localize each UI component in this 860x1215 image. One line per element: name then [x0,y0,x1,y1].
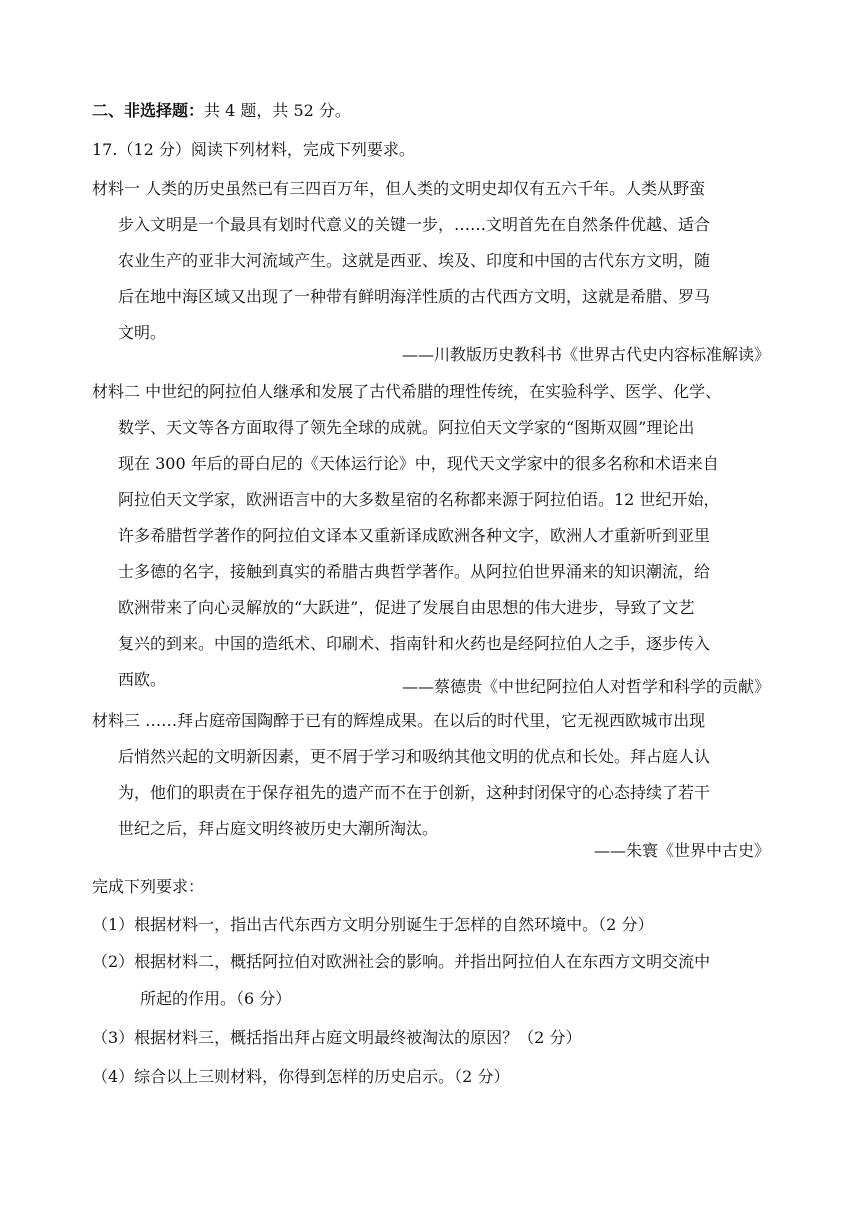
material1-line: 步入文明是一个最具有划时代意义的关键一步，……文明首先在自然条件优越、适合 [118,215,711,234]
question-title: 17.（12 分）阅读下列材料，完成下列要求。 [92,140,415,159]
material3-line: 材料三 ……拜占庭帝国陶醉于已有的辉煌成果。在以后的时代里，它无视西欧城市出现 [92,711,706,730]
material2-line: 西欧。 [118,670,167,689]
requirement-item-continuation: 所起的作用。（6 分） [140,989,292,1008]
material2-line: 复兴的到来。中国的造纸术、印刷术、指南针和火药也是经阿拉伯人之手，逐步传入 [118,634,711,653]
material3-line: 为，他们的职责在于保存祖先的遗产而不在于创新，这种封闭保守的心态持续了若干 [118,783,711,802]
material2-line: 许多希腊哲学著作的阿拉伯文译本又重新译成欧洲各种文字，欧洲人才重新听到亚里 [118,526,711,545]
material3-line: 后悄然兴起的文明新因素，更不屑于学习和吸纳其他文明的优点和长处。拜占庭人认 [118,747,711,766]
material1-line: 文明。 [118,323,167,342]
section-heading-rest: 共 4 题，共 52 分。 [204,101,351,120]
requirement-item: （1）根据材料一，指出古代东西方文明分别诞生于怎样的自然环境中。（2 分） [92,915,654,934]
requirements-intro: 完成下列要求： [92,877,205,896]
section-heading [92,100,351,122]
requirement-item: （4）综合以上三则材料，你得到怎样的历史启示。（2 分） [92,1067,510,1086]
material2-line: 现在 300 年后的哥白尼的《天体运行论》中，现代天文学家中的很多名称和术语来自 [118,454,719,473]
material3-line: 世纪之后，拜占庭文明终被历史大潮所淘汰。 [118,819,439,838]
material2-line: 阿拉伯天文学家，欧洲语言中的大多数星宿的名称都来源于阿拉伯语。12 世纪开始， [118,490,720,509]
material1-line: 后在地中海区域又出现了一种带有鲜明海洋性质的古代西方文明，这就是希腊、罗马 [118,287,711,306]
material2-line: 士多德的名字，接触到真实的希腊古典哲学著作。从阿拉伯世界涌来的知识潮流，给 [118,562,711,581]
requirement-item: （3）根据材料三，概括指出拜占庭文明最终被淘汰的原因？（2 分） [92,1028,582,1047]
material1-source: ——川教版历史教科书《世界古代史内容标准解读》 [401,345,770,364]
requirement-item: （2）根据材料二，概括阿拉伯对欧洲社会的影响。并指出阿拉伯人在东西方文明交流中 [92,952,711,971]
material3-source: ——朱寰《世界中古史》 [593,841,770,860]
material2-line: 数学、天文等各方面取得了领先全球的成就。阿拉伯天文学家的“图斯双圆”理论出 [118,418,695,437]
material1-line: 材料一 人类的历史虽然已有三四百万年，但人类的文明史却仅有五六千年。人类从野蛮 [92,179,706,198]
material2-source: ——蔡德贵《中世纪阿拉伯人对哲学和科学的贡献》 [401,677,770,696]
material1-line: 农业生产的亚非大河流域产生。这就是西亚、埃及、印度和中国的古代东方文明，随 [118,251,711,270]
section-heading-bold: 二、非选择题： [92,101,205,120]
material2-line: 欧洲带来了向心灵解放的“大跃进”，促进了发展自由思想的伟大进步，导致了文艺 [118,598,695,617]
material2-line: 材料二 中世纪的阿拉伯人继承和发展了古代希腊的理性传统，在实验科学、医学、化学、 [92,382,722,401]
